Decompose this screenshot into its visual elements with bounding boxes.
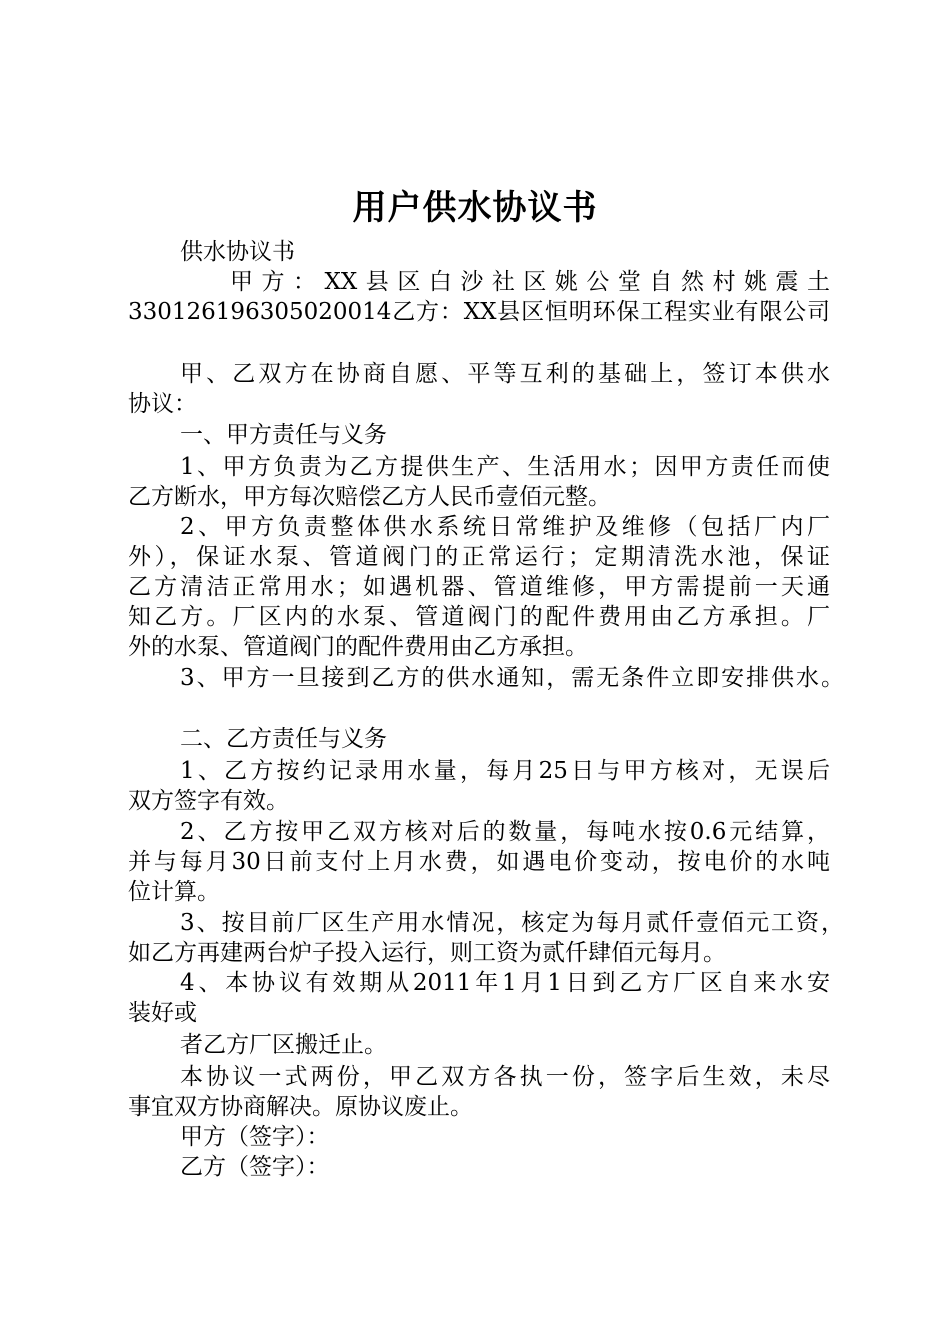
paragraph-line: 4、本协议有效期从2011年1月1日到乙方厂区自来水安	[180, 970, 830, 996]
paragraph-line: 乙方断水，甲方每次赔偿乙方人民币壹佰元整。	[128, 484, 611, 510]
paragraph-line: 1、甲方负责为乙方提供生产、生活用水；因甲方责任而使	[180, 454, 830, 480]
paragraph-line: 本协议一式两份，甲乙双方各执一份，签字后生效，未尽	[180, 1064, 830, 1090]
paragraph-line: 协议：	[128, 391, 197, 417]
paragraph-line: 甲、乙双方在协商自愿、平等互利的基础上，签订本供水	[180, 361, 830, 387]
paragraph-line: 外），保证水泵、管道阀门的正常运行；定期清洗水池，保证	[128, 544, 830, 570]
paragraph-line: 乙方清洁正常用水；如遇机器、管道维修，甲方需提前一天通	[128, 574, 830, 600]
paragraph-line: 并与每月30日前支付上月水费，如遇电价变动，按电价的水吨	[128, 849, 830, 875]
paragraph-line: 双方签字有效。	[128, 788, 289, 814]
paragraph-line: 外的水泵、管道阀门的配件费用由乙方承担。	[128, 634, 588, 660]
paragraph-line: 2、甲方负责整体供水系统日常维护及维修（包括厂内厂	[180, 514, 830, 540]
paragraph-line: 事宜双方协商解决。原协议废止。	[128, 1094, 473, 1120]
section-heading-1: 一、甲方责任与义务	[180, 422, 387, 448]
paragraph-line: 装好或	[128, 1000, 197, 1026]
paragraph-line: 3、甲方一旦接到乙方的供水通知，需无条件立即安排供水。	[180, 665, 844, 691]
party-b-line: 330126196305020014乙方：XX县区恒明环保工程实业有限公司	[128, 299, 830, 325]
paragraph-line: 3、按目前厂区生产用水情况，核定为每月贰仟壹佰元工资，	[180, 910, 844, 936]
paragraph-line: 位计算。	[128, 879, 220, 905]
party-b-signature-label: 乙方（签字）：	[180, 1154, 330, 1180]
doc-subtitle: 供水协议书	[180, 239, 295, 265]
paragraph-line: 知乙方。厂区内的水泵、管道阀门的配件费用由乙方承担。厂	[128, 604, 830, 630]
paragraph-line: 者乙方厂区搬迁止。	[180, 1032, 387, 1058]
paragraph-line: 如乙方再建两台炉子投入运行，则工资为贰仟肆佰元每月。	[128, 940, 726, 966]
party-a-signature-label: 甲方（签字）：	[180, 1124, 330, 1150]
document-title: 用户供水协议书	[352, 188, 598, 228]
section-heading-2: 二、乙方责任与义务	[180, 726, 387, 752]
party-a-line: 甲方：XX县区白沙社区姚公堂自然村姚震土	[230, 269, 830, 295]
paragraph-line: 2、乙方按甲乙双方核对后的数量，每吨水按0.6元结算，	[180, 819, 830, 845]
paragraph-line: 1、乙方按约记录用水量，每月25日与甲方核对，无误后	[180, 758, 830, 784]
